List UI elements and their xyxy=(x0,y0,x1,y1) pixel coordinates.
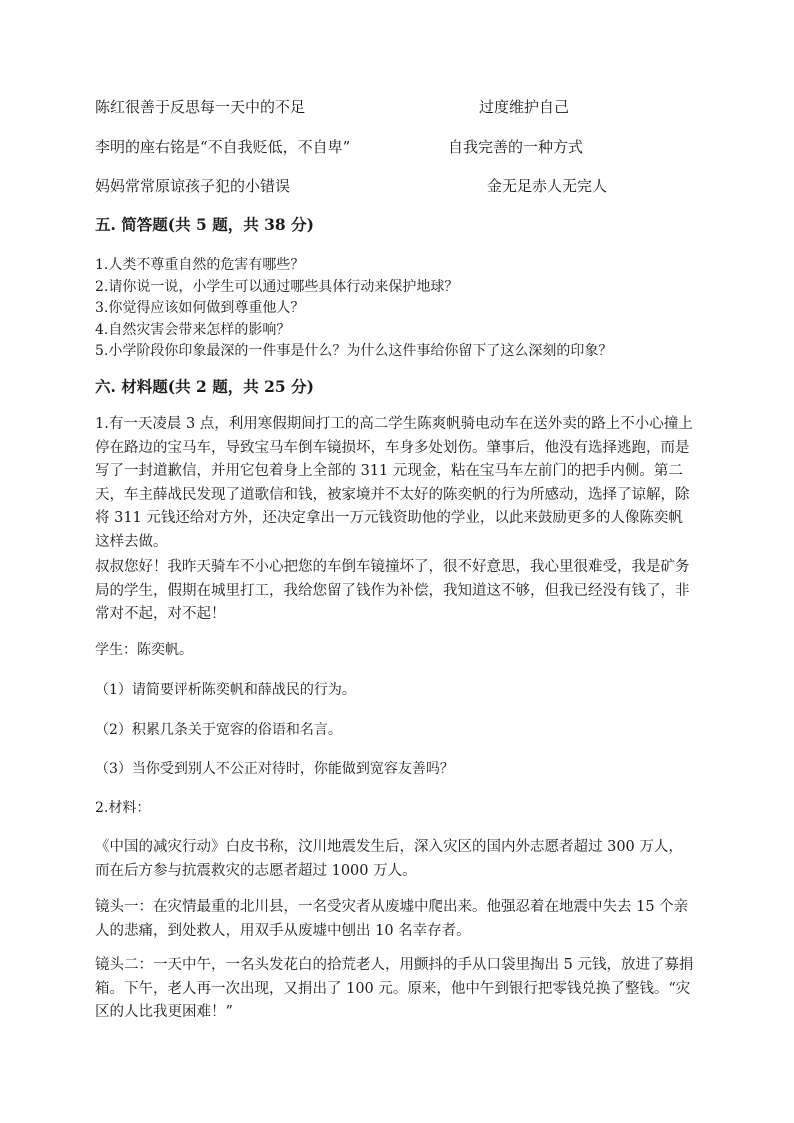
material1-subq-2: （2）积累几条关于宽容的俗语和名言。 xyxy=(95,722,342,738)
question-4: 4.自然灾害会带来怎样的影响？ xyxy=(95,321,291,338)
material2-paragraph-3 xyxy=(95,954,695,1025)
material2-label: 2.材料： xyxy=(95,800,151,816)
material2-p3-text: 镜头二：一天中午，一名头发花白的拾荒老人，用颤抖的手从口袋里掏出 5 元钱，放进了募捐箱。下午，老人再一次出现，又捐出了 100 元。原来，他中午到银行把零钱兑换了整钱。“灾区的人比我更困难！” xyxy=(95,957,694,1020)
material1-intro-text: 1.有一天凌晨 3 点，利用寒假期间打工的高二学生陈爽帆骑电动车在送外卖的路上不小心撞上停在路边的宝马车，导致宝马车倒车镜损坏，车身多处划伤。肇事后，他没有选择逃跑，而是写了一封道歉信，并用它包着身上全部的 311 元现金，粘在宝马车左前门的把手内侧。第二天，车主薛战民发现了道歌信和钱，被家境并不太好的陈奕帆的行为所感动，选择了谅解，除将 311 元钱还给对方外，还决定拿出一万元钱资助他的学业，以此来鼓励更多的人像陈奕帆这样去做。 xyxy=(95,416,693,550)
material1-signature: 学生：陈奕帆。 xyxy=(95,642,193,658)
material1-letter xyxy=(95,556,695,627)
section6-heading: 六. 材料题(共 2 题，共 25 分) xyxy=(95,377,314,396)
material2-paragraph-1 xyxy=(95,836,695,883)
question-1: 1.人类不尊重自然的危害有哪些？ xyxy=(95,257,305,273)
question-3: 3.你觉得应该如何做到尊重他人？ xyxy=(95,300,305,316)
matching-left-2: 李明的座右铭是“不自我贬低，不自卑” xyxy=(95,138,351,156)
matching-right-3: 金无足赤人无完人 xyxy=(487,177,608,195)
material2-p2-text: 镜头一：在灾情最重的北川县，一名受灾者从废墟中爬出来。他强忍着在地震中失去 15 个亲人的悲痛，到处救人，用双手从废墟中刨出 10 名幸存者。 xyxy=(95,899,689,939)
section5-heading: 五. 简答题(共 5 题，共 38 分) xyxy=(95,215,314,234)
material1-subq-1: （1）请简要评析陈奕帆和薛战民的行为。 xyxy=(95,682,356,698)
question-5: 5.小学阶段你印象最深的一件事是什么？为什么这件事给你留下了这么深刻的印象？ xyxy=(95,343,613,359)
material1-subq-3: （3）当你受到别人不公正对待时，你能做到宽容友善吗？ xyxy=(95,761,454,777)
question-2: 2.请你说一说，小学生可以通过哪些具体行动来保护地球？ xyxy=(95,278,459,295)
material1-letter-text: 叔叔您好！我昨天骑车不小心把您的车倒车镜撞坏了，很不好意思，我心里很难受，我是矿务局的学生，假期在城里打工，我给您留了钱作为补偿，我知道这不够，但我已经没有钱了，非常对不起，对不起！ xyxy=(95,559,690,622)
matching-left-3: 妈妈常常原谅孩子犯的小错误 xyxy=(95,177,291,195)
matching-right-1: 过度维护自己 xyxy=(479,98,570,116)
material2-p1-text: 《中国的减灾行动》白皮书称，汶川地震发生后，深入灾区的国内外志愿者超过 300 万人，而在后方参与抗震救灾的志愿者超过 1000 万人。 xyxy=(95,839,683,879)
matching-left-1: 陈红很善于反思每一天中的不足 xyxy=(95,98,306,116)
section5-question-list xyxy=(95,255,695,363)
material2-paragraph-2 xyxy=(95,896,695,943)
matching-right-2: 自我完善的一种方式 xyxy=(448,138,584,156)
material1-intro xyxy=(95,413,695,554)
